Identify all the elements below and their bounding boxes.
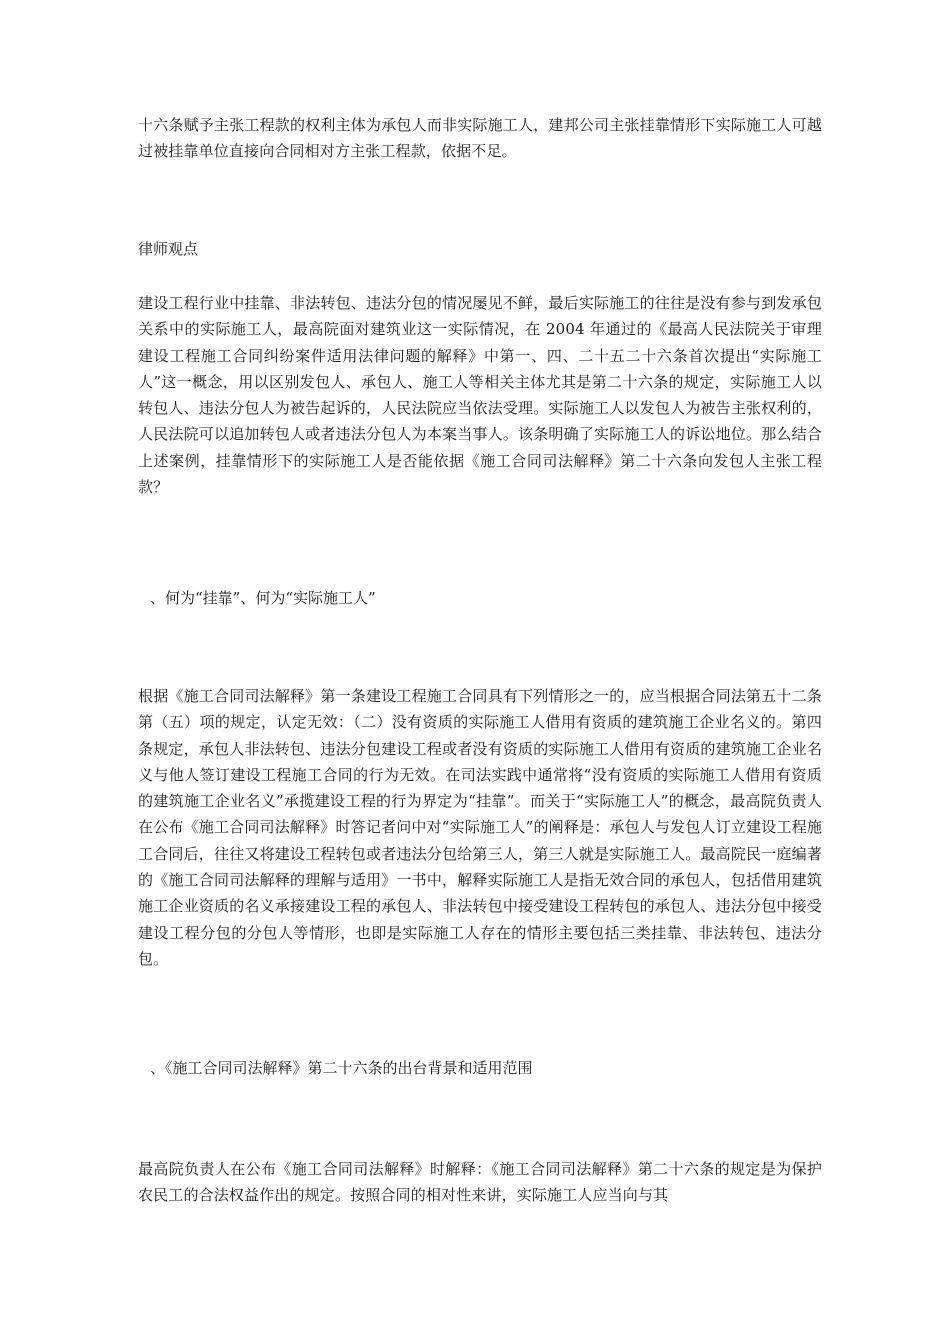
heading-section-2: 、《施工合同司法解释》第二十六条的出台背景和适用范围 bbox=[150, 1059, 533, 1077]
paragraph-3: 根据《施工合同司法解释》第一条建设工程施工合同具有下列情形之一的，应当根据合同法第五十二条第（五）项的规定，认定无效：（二）没有资质的实际施工人借用有资质的建筑施工企业名义的。第四条规定，承包人非法转包、违法分包建设工程或者没有资质的实际施工人借用有资质的建筑施工企业名义与他人签订建设工程施工合同的行为无效。在司法实践中通常将“没有资质的实际施工人借用有资质的建筑施工企业名义”承揽建设工程的行为界定为“挂靠”。而关于“实际施工人”的概念，最高院负责人在公布《施工合同司法解释》时答记者问中对“实际施工人”的阐释是：承包人与发包人订立建设工程施工合同后，往往又将建设工程转包或者违法分包给第三人，第三人就是实际施工人。最高院民一庭编著的《施工合同司法解释的理解与适用》一书中，解释实际施工人是指无效合同的承包人，包括借用建筑施工企业资质的名义承接建设工程的承包人、非法转包中接受建设工程转包的承包人、违法分包中接受建设工程分包的分包人等情形，也即是实际施工人存在的情形主要包括三类挂靠、非法转包、违法分包。 bbox=[138, 687, 822, 968]
heading-lawyer-view: 律师观点 bbox=[138, 240, 199, 258]
paragraph-4: 最高院负责人在公布《施工合同司法解释》时解释：《施工合同司法解释》第二十六条的规定是为保护农民工的合法权益作出的规定。按照合同的相对性来讲，实际施工人应当向与其 bbox=[138, 1160, 822, 1205]
paragraph-2: 建设工程行业中挂靠、非法转包、违法分包的情况屡见不鲜，最后实际施工的往往是没有参与到发承包关系中的实际施工人，最高院面对建筑业这一实际情况，在 2004 年通过的《最高人民法院关于审理建设工程施工合同纠纷案件适用法律问题的解释》中第一、四、二十五二十六条首次提出“实际施工人”这一概念，用以区别发包人、承包人、施工人等相关主体尤其是第二十六条的规定，实际施工人以转包人、违法分包人为被告起诉的，人民法院应当依法受理。实际施工人以发包人为被告主张权利的，人民法院可以追加转包人或者违法分包人为本案当事人。该条明确了实际施工人的诉讼地位。那么结合上述案例，挂靠情形下的实际施工人是否能依据《施工合同司法解释》第二十六条向发包人主张工程款？ bbox=[138, 294, 822, 497]
paragraph-1: 十六条赋予主张工程款的权利主体为承包人而非实际施工人，建邦公司主张挂靠情形下实际施工人可越过被挂靠单位直接向合同相对方主张工程款，依据不足。 bbox=[138, 116, 822, 161]
heading-section-1: 、何为“挂靠”、何为“实际施工人” bbox=[150, 589, 376, 607]
